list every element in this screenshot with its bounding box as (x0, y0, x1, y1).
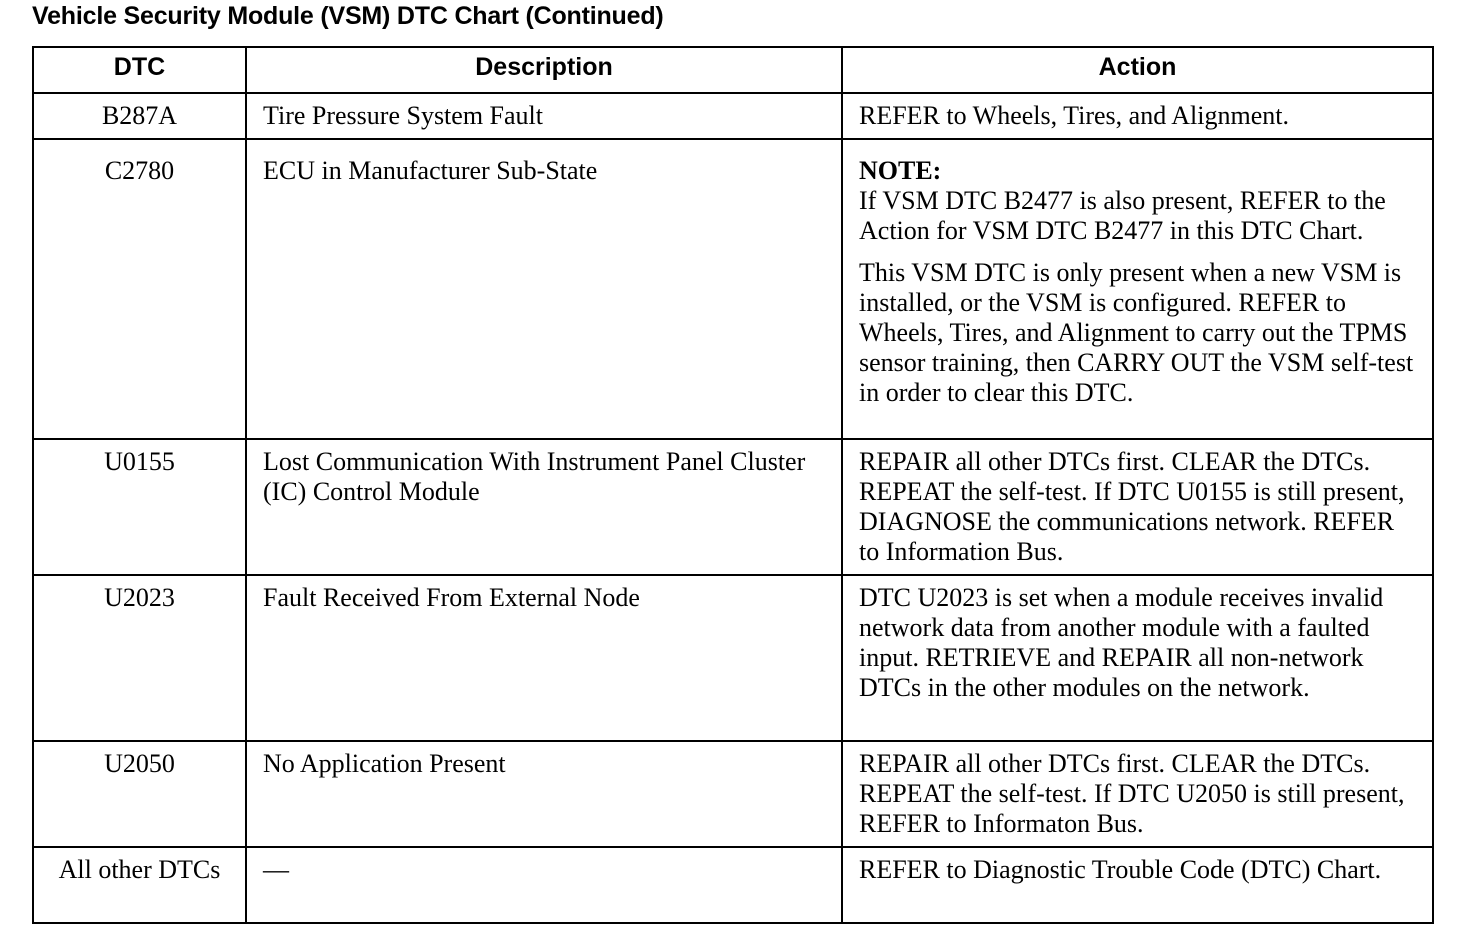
dtc-code: U0155 (33, 439, 246, 575)
dtc-description: Lost Communication With Instrument Panel Cluster (IC) Control Module (246, 439, 842, 575)
dtc-action-cell (842, 139, 1433, 439)
table-row (33, 847, 1433, 923)
dtc-code: U2023 (33, 575, 246, 741)
dtc-action: This VSM DTC is only present when a new VSM is installed, or the VSM is configured. REFER to Wheels, Tires, and Alignment to carry out the TPMS sensor training, then CARRY OUT the VSM self-test in order to clear this DTC. (859, 258, 1414, 407)
dtc-action: DTC U2023 is set when a module receives invalid network data from another module with a faulted input. RETRIEVE and REPAIR all non-network DTCs in the other modules on the network. (842, 575, 1433, 741)
dtc-description: — (246, 847, 842, 923)
dtc-code: C2780 (33, 139, 246, 439)
table-header-row (33, 47, 1433, 93)
dtc-action: REPAIR all other DTCs first. CLEAR the DTCs. REPEAT the self-test. If DTC U0155 is still present, DIAGNOSE the communications network. REFER to Information Bus. (842, 439, 1433, 575)
header-description: Description (246, 47, 842, 93)
header-dtc: DTC (33, 47, 246, 93)
dtc-chart-table (32, 46, 1434, 924)
dtc-code: U2050 (33, 741, 246, 847)
note-label: NOTE: (859, 156, 942, 185)
dtc-code: All other DTCs (33, 847, 246, 923)
table-row (33, 93, 1433, 139)
dtc-action: REFER to Diagnostic Trouble Code (DTC) Chart. (842, 847, 1433, 923)
note-text: If VSM DTC B2477 is also present, REFER to the Action for VSM DTC B2477 in this DTC Chart. (859, 186, 1386, 245)
table-row (33, 139, 1433, 439)
table-row (33, 575, 1433, 741)
dtc-description: Fault Received From External Node (246, 575, 842, 741)
dtc-action: REPAIR all other DTCs first. CLEAR the DTCs. REPEAT the self-test. If DTC U2050 is still present, REFER to Informaton Bus. (842, 741, 1433, 847)
dtc-action: REFER to Wheels, Tires, and Alignment. (842, 93, 1433, 139)
header-action: Action (842, 47, 1433, 93)
dtc-code: B287A (33, 93, 246, 139)
dtc-description: Tire Pressure System Fault (246, 93, 842, 139)
dtc-description: ECU in Manufacturer Sub-State (246, 139, 842, 439)
page-title: Vehicle Security Module (VSM) DTC Chart (Continued) (32, 2, 664, 30)
table-row (33, 741, 1433, 847)
table-row (33, 439, 1433, 575)
dtc-description: No Application Present (246, 741, 842, 847)
